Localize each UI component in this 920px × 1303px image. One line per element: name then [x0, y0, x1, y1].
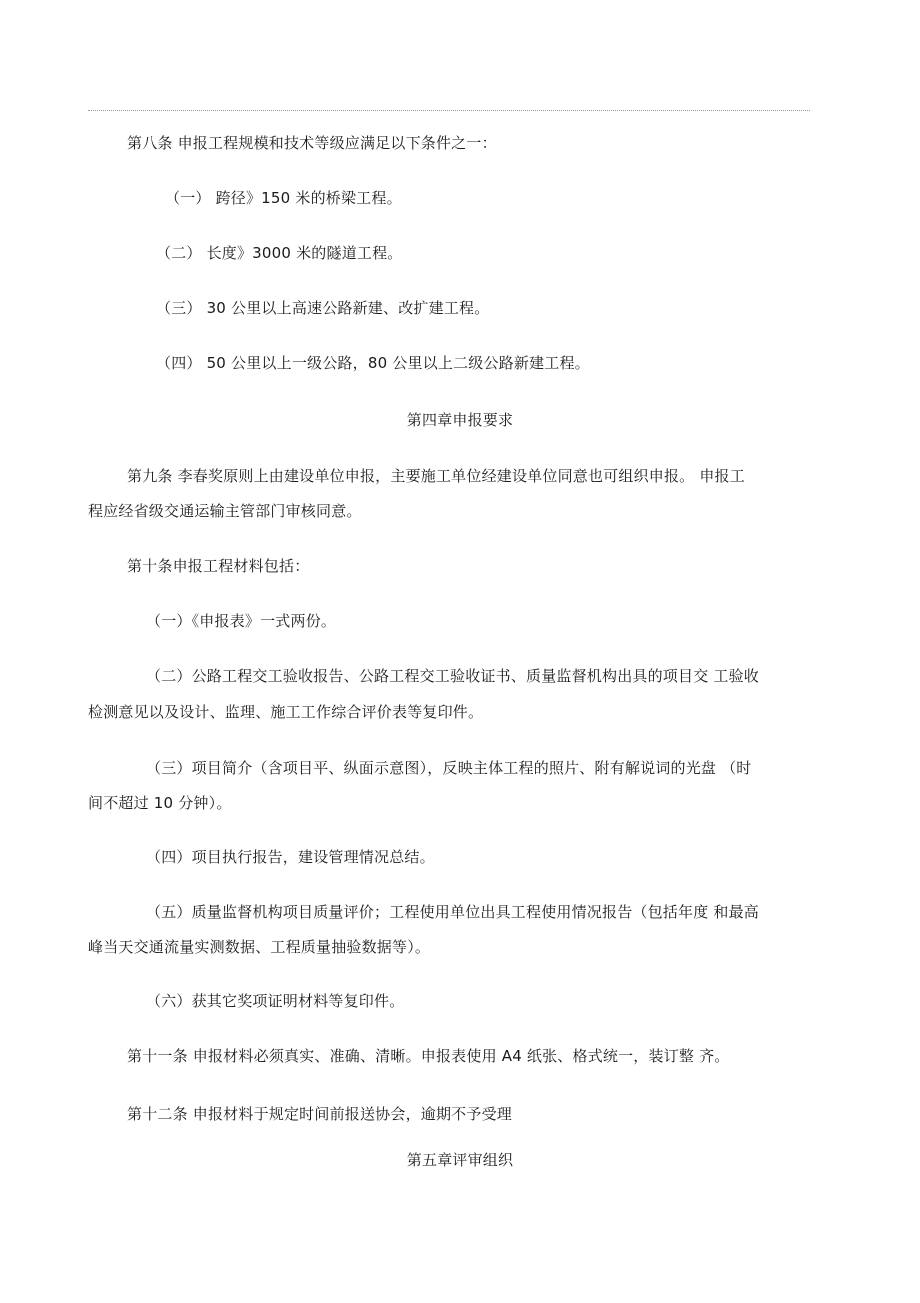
- article-10-item-5-line-2: 峰当天交通流量实测数据、工程质量抽验数据等）。: [88, 938, 431, 956]
- article-10-item-3-line-2: 间不超过 10 分钟）。: [88, 794, 232, 812]
- article-8-item-1: （一） 跨径》150 米的桥梁工程。: [165, 189, 402, 207]
- article-8-item-3: （三） 30 公里以上高速公路新建、改扩建工程。: [156, 299, 490, 317]
- chapter-5-title: 第五章评审组织: [406, 1151, 514, 1169]
- article-10-item-2-line-2: 检测意见以及设计、监理、施工工作综合评价表等复印件。: [88, 703, 484, 721]
- article-12: 第十二条 申报材料于规定时间前报送协会，逾期不予受理: [127, 1105, 512, 1123]
- article-9-line-1: 第九条 李春奖原则上由建设单位申报，主要施工单位经建设单位同意也可组织申报。 申报工: [127, 467, 745, 485]
- article-9-line-2: 程应经省级交通运输主管部门审核同意。: [88, 502, 362, 520]
- article-11: 第十一条 申报材料必须真实、准确、清晰。申报表使用 A4 纸张、格式统一，装订整 齐。: [127, 1047, 730, 1065]
- article-8-item-4: （四） 50 公里以上一级公路，80 公里以上二级公路新建工程。: [156, 354, 590, 372]
- article-10-item-6: （六）获其它奖项证明材料等复印件。: [146, 992, 405, 1010]
- article-8-item-2: （二） 长度》3000 米的隧道工程。: [156, 244, 403, 262]
- article-10-item-4: （四）项目执行报告，建设管理情况总结。: [146, 848, 435, 866]
- article-8-heading: 第八条 申报工程规模和技术等级应满足以下条件之一：: [127, 134, 497, 152]
- article-10-item-2-line-1: （二）公路工程交工验收报告、公路工程交工验收证书、质量监督机构出具的项目交 工验收: [146, 667, 759, 685]
- chapter-4-title: 第四章申报要求: [406, 411, 514, 429]
- article-10-item-5-line-1: （五）质量监督机构项目质量评价；工程使用单位出具工程使用情况报告（包括年度 和最高: [146, 903, 759, 921]
- article-10-item-3-line-1: （三）项目简介（含项目平、纵面示意图），反映主体工程的照片、附有解说词的光盘 （时: [146, 759, 752, 777]
- article-10-heading: 第十条申报工程材料包括：: [127, 557, 310, 575]
- article-10-item-1: （一）《申报表》一式两份。: [146, 612, 337, 630]
- top-dotted-divider: [88, 110, 810, 111]
